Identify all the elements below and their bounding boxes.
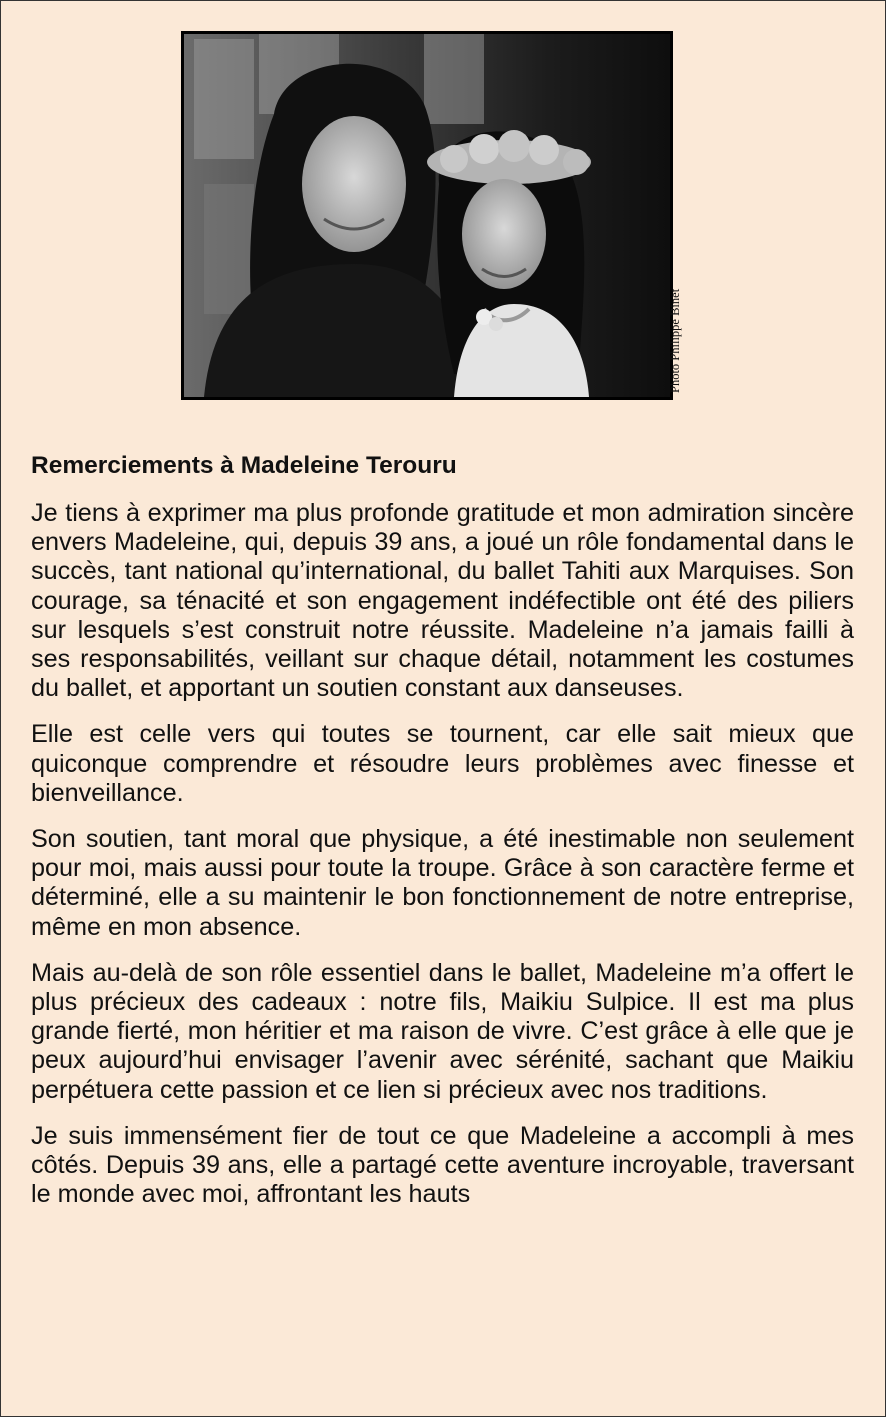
- article-body: [31, 449, 854, 1226]
- couple-photo-image: [184, 34, 670, 397]
- photo-credit: Photo Philippe Binet: [668, 288, 682, 393]
- paragraph: Son soutien, tant moral que physique, a été inestimable non seulement pour moi, mais aussi pour toute la troupe. Grâce à son caractère ferme et déterminé, elle a su maintenir le bon fonctionnement de notre entreprise, même en mon absence.: [31, 825, 854, 941]
- paragraph: Je suis immensément fier de tout ce que Madeleine a accompli à mes côtés. Depuis 39 ans, elle a partagé cette aventure incroyable, traversant le monde avec moi, affrontant les hauts: [31, 1121, 854, 1209]
- couple-photo: [181, 31, 673, 400]
- article-title: Remerciements à Madeleine Terouru: [31, 452, 457, 479]
- paragraph: Mais au-delà de son rôle essentiel dans le ballet, Madeleine m’a offert le plus précieux des cadeaux : notre fils, Maikiu Sulpice. Il est ma plus grande fierté, mon héritier et ma raison de vivre. C’est grâce à elle que je peux aujourd’hui envisager l’avenir avec sérénité, sachant que Maikiu perpétuera cette passion et ce lien si précieux avec nos traditions.: [31, 958, 854, 1104]
- paragraph: Elle est celle vers qui toutes se tournent, car elle sait mieux que quiconque comprendre et résoudre leurs problèmes avec finesse et bienveillance.: [31, 720, 854, 807]
- paragraph: Je tiens à exprimer ma plus profonde gratitude et mon admiration sincère envers Madeleine, qui, depuis 39 ans, a joué un rôle fondamental dans le succès, tant national qu’international, du ballet Tahiti aux Marquises. Son courage, sa ténacité et son engagement indéfectible ont été des piliers sur lesquels s’est construit notre réussite. Madeleine n’a jamais failli à ses responsabilités, veillant sur chaque détail, notamment les costumes du ballet, et apportant un soutien constant aux danseuses.: [31, 499, 854, 703]
